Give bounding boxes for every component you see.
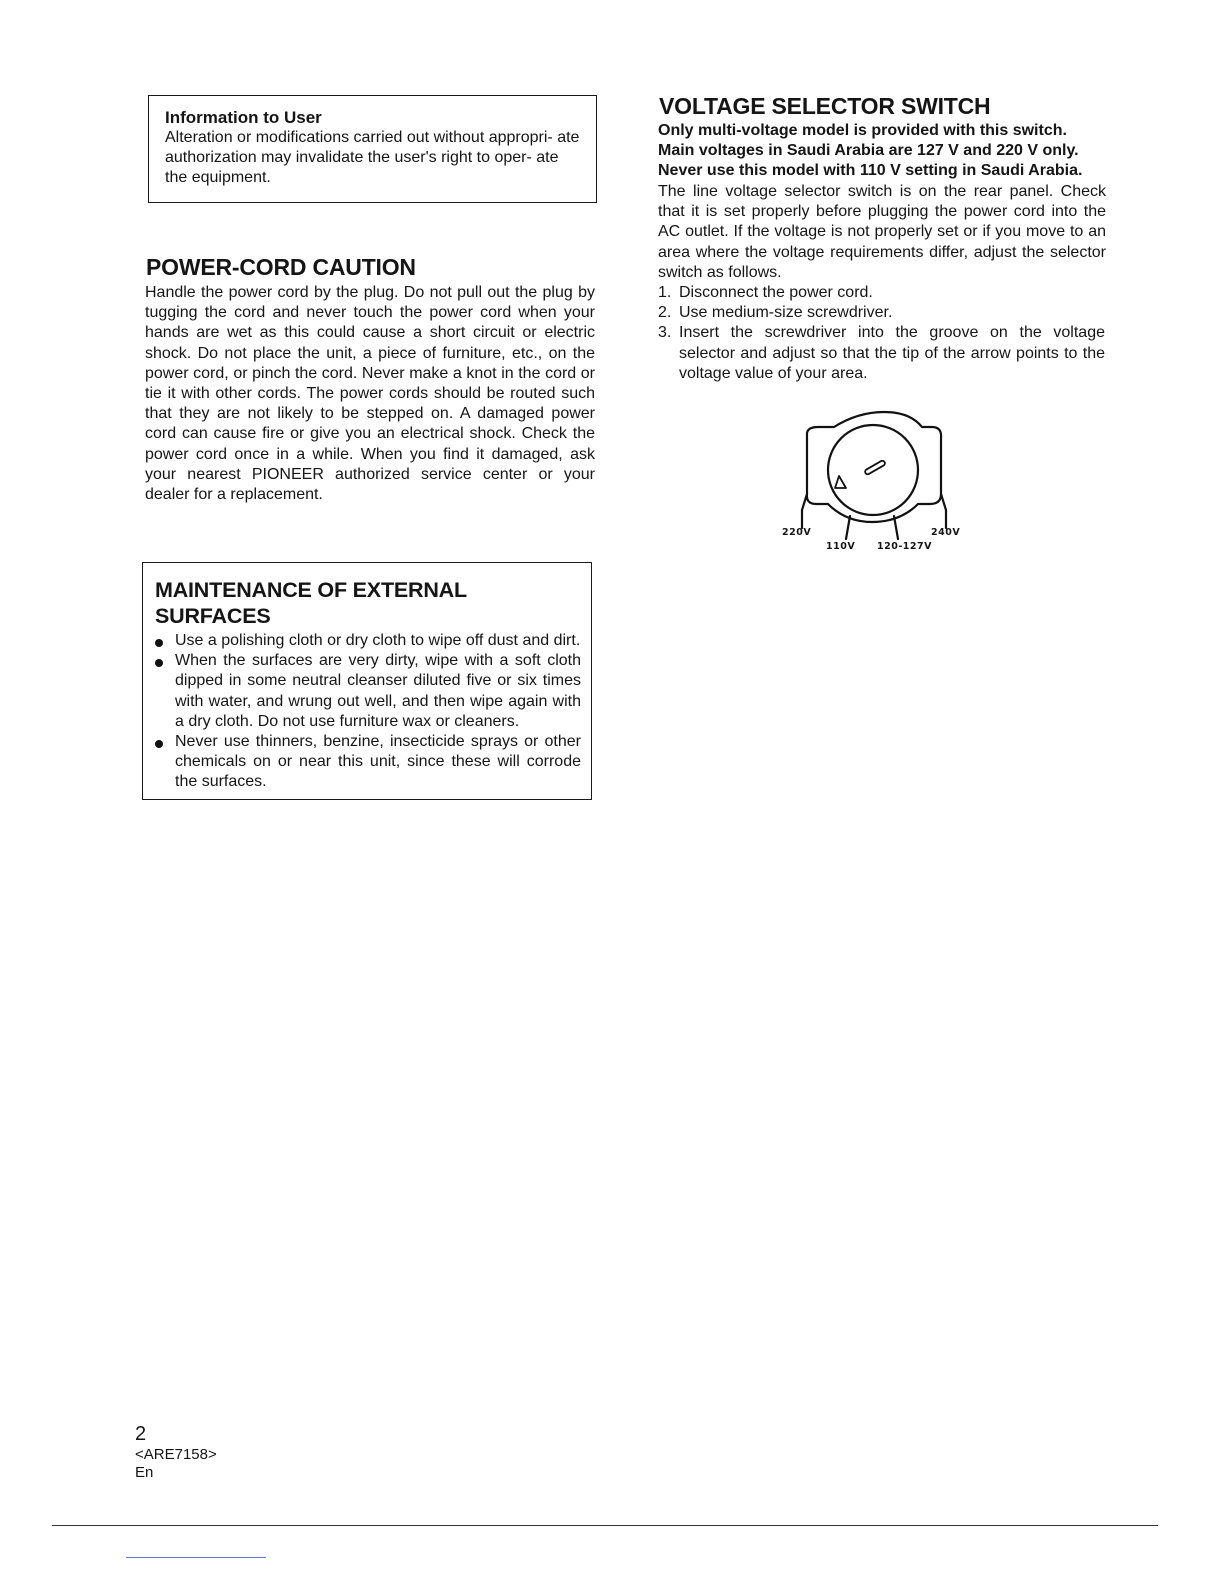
bottom-edge-mark xyxy=(126,1557,266,1558)
list-item: When the surfaces are very dirty, wipe with a soft cloth dipped in some neutral cleanser diluted five or six times with water, and wrung out well, and then wipe again with a dry cloth. Do not use furniture wax or cleaners. xyxy=(155,651,581,732)
voltage-warning-line: Never use this model with 110 V setting in Saudi Arabia. xyxy=(658,162,1083,180)
page-footer xyxy=(135,1422,217,1482)
maintenance-heading: MAINTENANCE OF EXTERNAL SURFACES xyxy=(155,578,467,628)
page-number: 2 xyxy=(135,1423,147,1445)
power-cord-text: Handle the power cord by the plug. Do not pull out the plug by tugging the cord and never touch the power cord when your hands are wet as this could cause a short circuit or electric shock. Do not place the unit, a piece of furniture, etc., on the power cord, or pinch the cord. Never make a knot in the cord or tie it with other cords. The power cords should be routed such that they are not likely to be stepped on. A damaged power cord can cause fire or give you an electrical shock. Check the power cord once in a while. When you find it damaged, ask your nearest PIONEER authorized service center or your dealer for a replacement. xyxy=(145,284,595,504)
bullet-icon xyxy=(155,659,163,667)
label-120-127v: 120-127V xyxy=(877,541,932,552)
power-cord-heading: POWER-CORD CAUTION xyxy=(146,254,416,280)
label-240v: 240V xyxy=(931,527,961,538)
voltage-warning-line: Only multi-voltage model is provided with this switch. xyxy=(658,122,1067,139)
label-110v: 110V xyxy=(826,541,856,552)
voltage-warning xyxy=(658,121,1106,182)
voltage-warning-line: Main voltages in Saudi Arabia are 127 V and 220 V only. xyxy=(658,142,1079,160)
voltage-steps xyxy=(658,283,1105,384)
language-code: En xyxy=(135,1464,154,1481)
bullet-icon xyxy=(155,639,163,647)
list-item: 3. Insert the screwdriver into the groove on the voltage selector and adjust so that the tip of the arrow points to the voltage value of your area. xyxy=(658,324,1105,382)
maintenance-box xyxy=(142,562,592,800)
info-box-title: Information to User xyxy=(165,108,322,127)
list-item: 2. Use medium-size screwdriver. xyxy=(658,304,893,322)
voltage-text: The line voltage selector switch is on the rear panel. Check that it is set properly before plugging the power cord into the AC outlet. If the voltage is not properly set or if you move to an area where the voltage requirements differ, adjust the selector switch as follows. xyxy=(658,183,1106,281)
label-220v: 220V xyxy=(782,527,812,538)
voltage-heading: VOLTAGE SELECTOR SWITCH xyxy=(659,93,991,119)
info-box xyxy=(148,95,597,203)
bottom-rule xyxy=(52,1525,1158,1526)
arrow-icon xyxy=(835,476,846,488)
slot-icon xyxy=(864,460,886,475)
list-item: 1. Disconnect the power cord. xyxy=(658,284,873,301)
bullet-icon xyxy=(155,740,163,748)
maintenance-list xyxy=(155,631,581,793)
list-item: Never use thinners, benzine, insecticide sprays or other chemicals on or near this unit, since these will corrode the surfaces. xyxy=(155,732,581,793)
info-box-text: Alteration or modifications carried out without appropri- ate authorization may invalidate the user's right to oper- ate the equipment. xyxy=(165,129,580,187)
list-item: Use a polishing cloth or dry cloth to wipe off dust and dirt. xyxy=(155,631,581,651)
document-code: <ARE7158> xyxy=(135,1446,217,1463)
